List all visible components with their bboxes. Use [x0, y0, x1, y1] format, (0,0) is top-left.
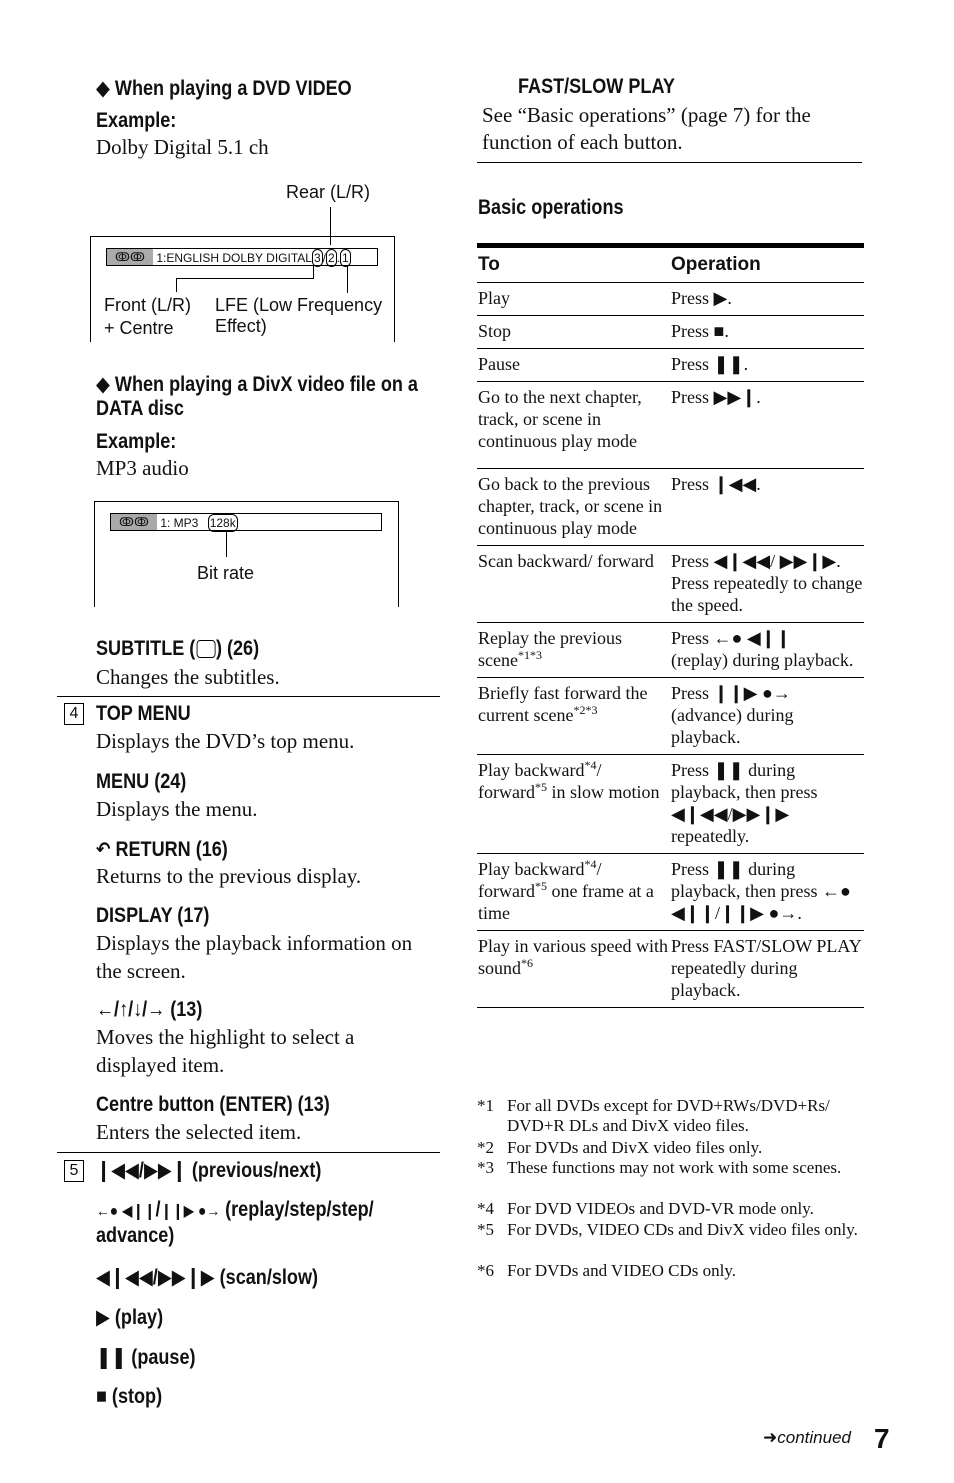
osd2-frame-right	[398, 501, 399, 607]
divx-osd-bar	[110, 513, 382, 531]
lfe-label-2: Effect)	[215, 316, 267, 336]
divx-example-label: Example:	[96, 430, 177, 453]
prev-next-heading: ❙◀◀/▶▶❙ (previous/next)	[96, 1159, 322, 1182]
row-op: Press ❚❚.	[670, 349, 864, 382]
row-to: Replay the previous scene$^{*1*3}$	[477, 623, 670, 678]
pause-heading: ❚❚ (pause)	[96, 1346, 196, 1369]
osd-value-rear: 3	[313, 251, 321, 265]
dvd-osd-bar	[106, 248, 378, 266]
subtitle-icon	[196, 640, 215, 658]
table-row	[477, 316, 864, 349]
osd-bitrate-value: 128k	[209, 516, 236, 530]
rear-label: Rear (L/R)	[286, 182, 371, 202]
col-header-to: To	[477, 246, 670, 283]
col-header-operation: Operation	[670, 246, 864, 283]
row-to: Go back to the previous chapter, track, or scene in continuous play mode	[477, 469, 670, 546]
table-row	[477, 931, 864, 1008]
osd-frame-top	[90, 236, 395, 237]
basic-operations-heading: Basic operations	[478, 196, 624, 219]
row-to: Play in various speed with sound$^{*6}$	[477, 931, 670, 1008]
row-to: Go to the next chapter, track, or scene in continuous play mode	[477, 382, 670, 469]
front-label-2: + Centre	[104, 318, 174, 338]
row-op: Press ■.	[670, 316, 864, 349]
row-op: Press ←● ◀❙❙ (replay) during playback.	[670, 623, 864, 678]
dvd-video-heading: ◆ When playing a DVD VIDEO	[96, 77, 352, 100]
row-to: Stop	[477, 316, 670, 349]
section-divider-4	[57, 696, 440, 697]
front-callout-line-v	[176, 278, 177, 292]
row-op: Press ❚❚ during playback, then press ←● ◀❙❙/❙❙▶ ●→.	[670, 854, 864, 931]
table-row	[477, 469, 864, 546]
lfe-callout-line	[347, 265, 348, 293]
table-row	[477, 382, 864, 469]
row-to: Play backward$^{*4}$/ forward$^{*5}$ one frame at a time	[477, 854, 670, 931]
subtitle-desc: Changes the subtitles.	[96, 665, 280, 689]
page-number: 7	[874, 1423, 890, 1454]
front-callout-line-h	[176, 278, 314, 279]
subtitle-heading: SUBTITLE ( ) (26)	[96, 637, 260, 660]
table-row	[477, 349, 864, 382]
stop-heading: ■ (stop)	[96, 1385, 163, 1408]
replay-heading-1: ←● ◀❙❙/❙❙▶ ●→ (replay/step/step/	[96, 1198, 374, 1221]
scan-back-icon: ◀❙◀◀	[96, 1266, 153, 1289]
replay-icon: ←● ◀❙❙	[96, 1203, 156, 1220]
row-op: Press ▶▶❙.	[670, 382, 864, 469]
basic-operations-table	[477, 243, 864, 1008]
rear-callout-line	[330, 207, 331, 245]
dvd-example-label: Example:	[96, 109, 177, 132]
row-op: Press ❙◀◀.	[670, 469, 864, 546]
row-to: Pause	[477, 349, 670, 382]
osd2-frame-left	[94, 501, 95, 607]
section-divider-5	[57, 1152, 440, 1153]
osd-dot: .	[336, 251, 341, 265]
section-number-4: 4	[64, 703, 84, 725]
play-icon: ▶	[96, 1306, 110, 1329]
top-menu-desc: Displays the DVD’s top menu.	[96, 729, 355, 753]
table-row	[477, 283, 864, 316]
top-menu-heading: TOP MENU	[96, 702, 191, 725]
osd-value-front: 2	[327, 251, 335, 265]
divx-osd-text: 1: MP3	[160, 516, 199, 530]
continued-marker: ➜continued	[763, 1428, 851, 1447]
scan-heading: ◀❙◀◀/▶▶❙▶ (scan/slow)	[96, 1266, 319, 1289]
front-label-1: Front (L/R)	[104, 295, 192, 315]
bitrate-callout-line	[226, 531, 227, 557]
replay-heading-2: advance)	[96, 1224, 175, 1247]
disc-icon: ↂↂ	[111, 514, 157, 530]
osd-slash: /	[322, 251, 326, 265]
row-to: Scan backward/ forward	[477, 546, 670, 623]
table-header-row	[477, 246, 864, 283]
scan-forward-icon: ▶▶❙▶	[157, 1266, 215, 1289]
table-row	[477, 623, 864, 678]
osd-frame-right	[394, 236, 395, 342]
fast-slow-rule	[477, 162, 862, 163]
front-callout-line-up	[313, 265, 314, 279]
arrows-desc-2: displayed item.	[96, 1053, 225, 1077]
osd2-frame-top	[94, 501, 399, 502]
divx-heading-2: DATA disc	[96, 397, 184, 420]
table-row	[477, 755, 864, 854]
divx-example-value: MP3 audio	[96, 456, 189, 480]
fast-slow-desc-1: See “Basic operations” (page 7) for the	[482, 103, 811, 127]
row-to: Briefly fast forward the current scene$^{*2*3}$	[477, 678, 670, 755]
lfe-label-1: LFE (Low Frequency	[215, 295, 383, 315]
pause-icon: ❚❚	[96, 1346, 127, 1369]
row-op: Press ▶.	[670, 283, 864, 316]
display-heading: DISPLAY (17)	[96, 904, 210, 927]
display-desc-1: Displays the playback information on	[96, 931, 413, 955]
return-icon: ↶	[96, 839, 111, 861]
divx-heading-1: ◆ When playing a DivX video file on a	[96, 373, 418, 396]
bitrate-label: Bit rate	[197, 563, 255, 583]
row-to: Play backward$^{*4}$/ forward$^{*5}$ in slow motion	[477, 755, 670, 854]
disc-icon: ↂↂ	[107, 249, 153, 265]
display-desc-2: the screen.	[96, 959, 186, 983]
stop-icon: ■	[96, 1385, 107, 1408]
row-to: Play	[477, 283, 670, 316]
osd-value-lfe: 1	[342, 251, 349, 265]
menu-heading: MENU (24)	[96, 770, 187, 793]
centre-desc: Enters the selected item.	[96, 1120, 302, 1144]
section-number-5: 5	[64, 1160, 84, 1182]
next-icon: ▶▶❙	[143, 1159, 187, 1182]
return-desc: Returns to the previous display.	[96, 864, 362, 888]
row-op: Press ❙❙▶ ●→ (advance) during playback.	[670, 678, 864, 755]
arrow-buttons-heading: ←/↑/↓/→ (13)	[96, 998, 203, 1021]
table-row	[477, 854, 864, 931]
row-op: Press FAST/SLOW PLAY repeatedly during playback.	[670, 931, 864, 1008]
return-heading: ↶ RETURN (16)	[96, 838, 228, 861]
arrow-right-icon: ➜	[763, 1428, 778, 1447]
table-row	[477, 678, 864, 755]
dvd-osd-text: 1:ENGLISH DOLBY DIGITAL	[156, 251, 312, 265]
arrows-desc-1: Moves the highlight to select a	[96, 1025, 355, 1049]
table-row	[477, 546, 864, 623]
osd-frame-left	[90, 236, 91, 342]
fast-slow-desc-2: function of each button.	[482, 130, 683, 154]
row-op: Press ◀❙◀◀/ ▶▶❙▶. Press repeatedly to change the speed.	[670, 546, 864, 623]
centre-button-heading: Centre button (ENTER) (13)	[96, 1093, 330, 1116]
prev-icon: ❙◀◀	[96, 1159, 139, 1182]
menu-desc: Displays the menu.	[96, 797, 258, 821]
play-heading: ▶ (play)	[96, 1306, 164, 1329]
dvd-example-value: Dolby Digital 5.1 ch	[96, 135, 269, 159]
fast-slow-heading: FAST/SLOW PLAY	[518, 75, 675, 98]
advance-icon: ❙❙▶ ●→	[160, 1203, 221, 1220]
row-op: Press ❚❚ during playback, then press ◀❙◀◀/▶▶❙▶ repeatedly.	[670, 755, 864, 854]
